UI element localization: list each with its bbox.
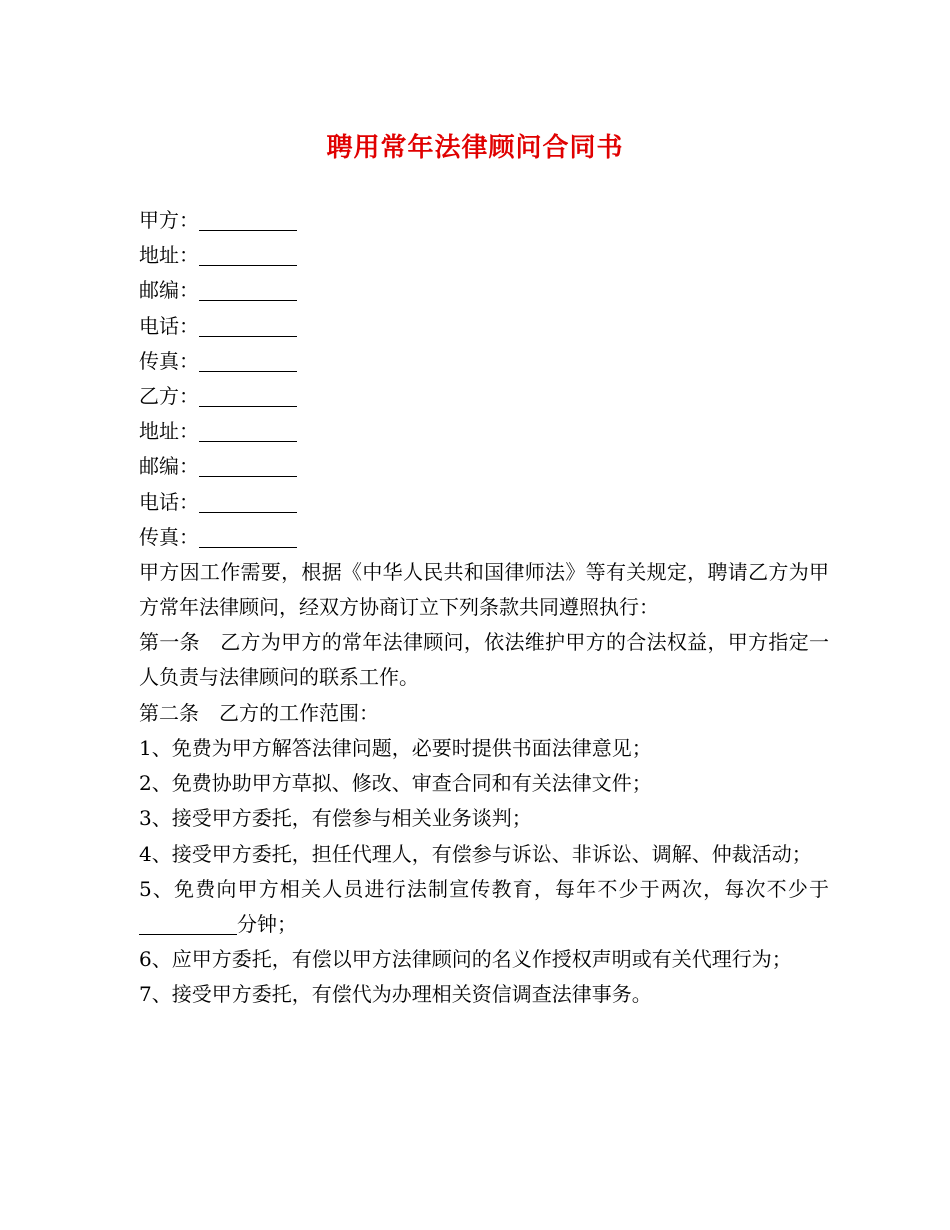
party-a-name-label: 甲方：	[139, 208, 199, 232]
scope-item-5-text-before: 5、免费向甲方相关人员进行法制宣传教育，每年不少于两次，每次不少于	[139, 876, 829, 901]
scope-item-7: 7、接受甲方委托，有偿代为办理相关资信调查法律事务。	[139, 982, 652, 1007]
scope-item-4: 4、接受甲方委托，担任代理人，有偿参与诉讼、非诉讼、调解、仲裁活动；	[139, 841, 812, 866]
party-b-phone-blank	[199, 492, 297, 513]
party-a-postcode-blank	[199, 280, 297, 301]
scope-item-1: 1、免费为甲方解答法律问题，必要时提供书面法律意见；	[139, 735, 652, 760]
party-a-postcode-label: 邮编：	[139, 278, 199, 303]
party-b-address-label: 地址：	[139, 419, 199, 444]
minutes-blank	[139, 914, 237, 935]
party-a-address-line	[139, 238, 829, 273]
party-a-phone-line	[139, 309, 829, 344]
party-a-fax-label: 传真：	[139, 348, 199, 373]
party-a-fax-line	[139, 344, 829, 379]
party-a-fax-blank	[199, 351, 297, 372]
party-b-postcode-blank	[199, 456, 297, 477]
intro-paragraph: 甲方因工作需要，根据《中华人民共和国律师法》等有关规定，聘请乙方为甲方常年法律顾问，经双方协商订立下列条款共同遵照执行：	[139, 559, 829, 620]
article-1-paragraph: 第一条 乙方为甲方的常年法律顾问，依法维护甲方的合法权益，甲方指定一人负责与法律顾问的联系工作。	[139, 630, 829, 690]
party-b-address-blank	[199, 421, 297, 442]
party-b-name-blank	[199, 386, 297, 407]
party-b-fax-label: 传真：	[139, 524, 199, 549]
scope-item-3: 3、接受甲方委托，有偿参与相关业务谈判；	[139, 806, 532, 831]
party-b-fax-blank	[199, 527, 297, 548]
scope-item-5	[139, 872, 829, 942]
party-b-postcode-line	[139, 449, 829, 484]
document-title: 聘用常年法律顾问合同书	[326, 133, 624, 163]
party-a-address-blank	[199, 245, 297, 266]
party-b-address-line	[139, 414, 829, 449]
article-2-heading: 第二条 乙方的工作范围：	[139, 700, 379, 725]
party-a-phone-blank	[199, 316, 297, 337]
party-a-postcode-line	[139, 273, 829, 308]
party-b-name-label: 乙方：	[139, 383, 199, 408]
party-a-phone-label: 电话：	[139, 313, 199, 338]
party-a-name-line	[139, 203, 829, 238]
scope-item-5-text-after: 分钟；	[237, 911, 297, 936]
party-a-address-label: 地址：	[139, 243, 199, 268]
scope-item-6: 6、应甲方委托，有偿以甲方法律顾问的名义作授权声明或有关代理行为；	[139, 947, 792, 972]
party-b-phone-label: 电话：	[139, 489, 199, 514]
scope-item-2: 2、免费协助甲方草拟、修改、审查合同和有关法律文件；	[139, 771, 652, 796]
party-b-phone-line	[139, 485, 829, 520]
party-b-name-line	[139, 379, 829, 414]
party-a-name-blank	[199, 210, 297, 231]
party-b-postcode-label: 邮编：	[139, 454, 199, 479]
document-body	[139, 203, 829, 1013]
party-b-fax-line	[139, 520, 829, 555]
